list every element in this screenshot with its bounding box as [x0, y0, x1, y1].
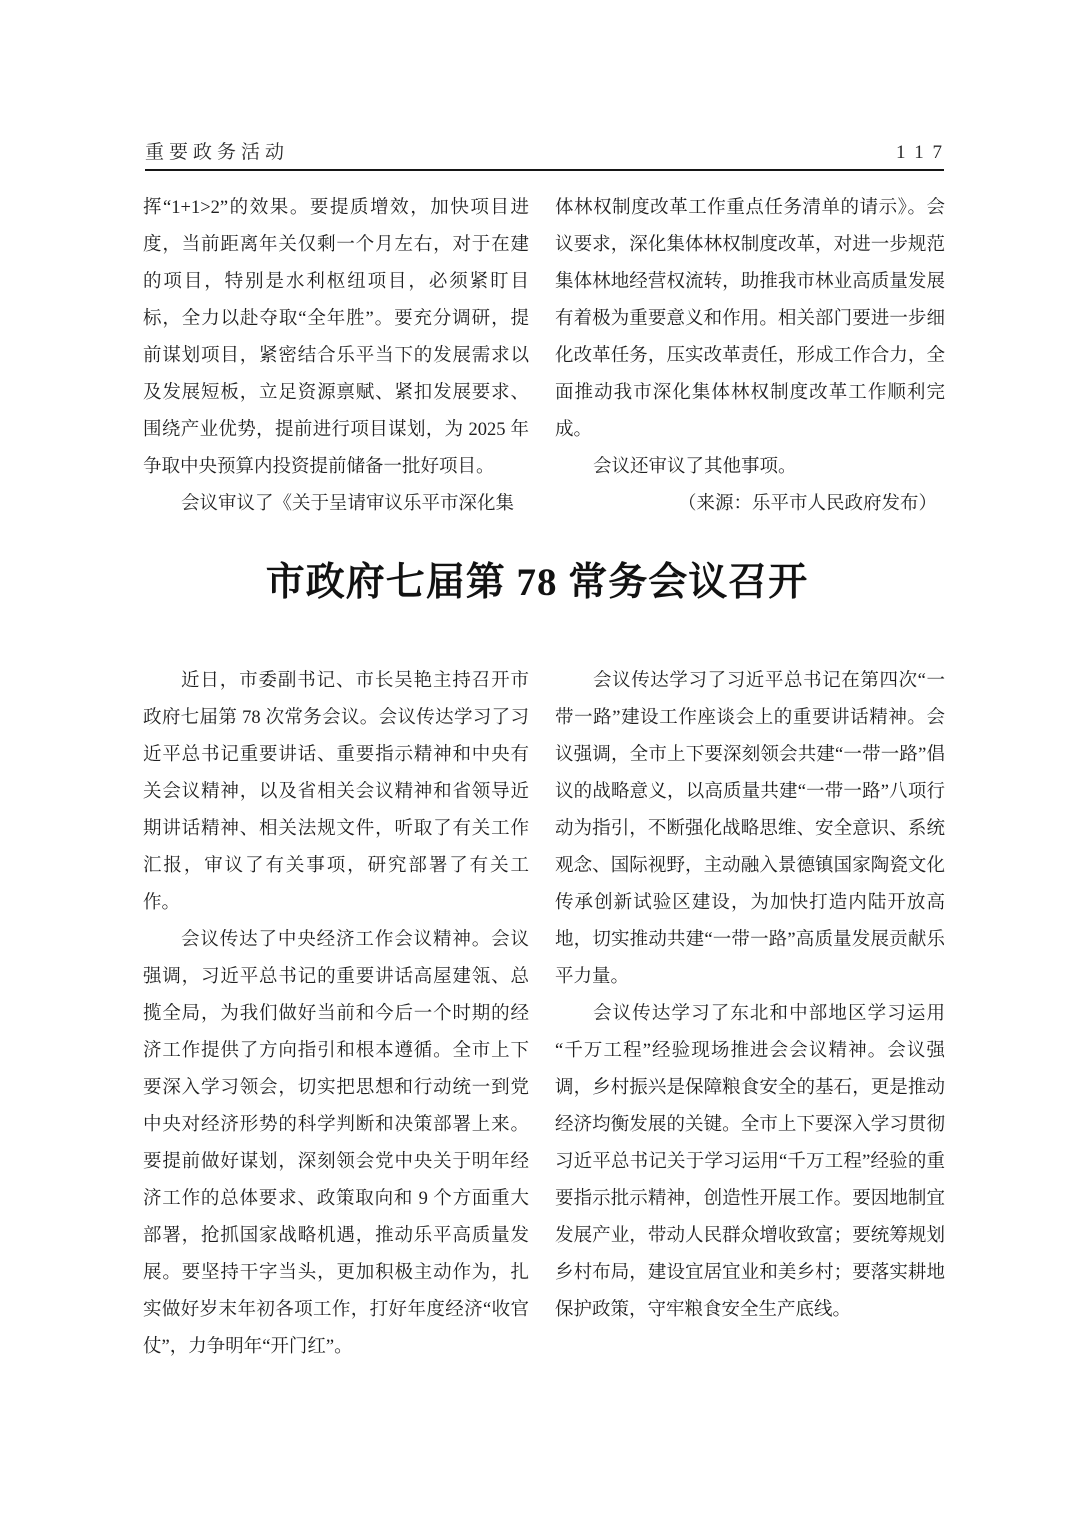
main-article-left-column — [143, 663, 529, 1366]
paragraph: 会议还审议了其他事项。 — [593, 457, 797, 477]
paragraph: 挥“1+1>2”的效果。要提质增效，加快项目进度，当前距离年关仅剩一个月左右，对于在建的项目，特别是水利枢纽项目，必须紧盯目标，全力以赴夺取“全年胜”。要充分调研，提前谋划项目，紧密结合乐平当下的发展需求以及发展短板，立足资源禀赋、紧扣发展要求、围绕产业优势，提前进行项目谋划，为 2025 年争取中央预算内投资提前储备一批好项目。 — [143, 198, 529, 477]
page-header — [145, 126, 944, 171]
source-attribution: （来源：乐平市人民政府发布） — [677, 494, 937, 514]
section-title: 重要政务活动 — [145, 142, 290, 163]
prev-article-left-column — [143, 190, 529, 523]
page-number: 1 1 7 — [896, 142, 944, 163]
main-article-right-column — [555, 663, 945, 1329]
paragraph: 会议审议了《关于呈请审议乐平市深化集 — [181, 494, 515, 514]
paragraph: 体林权制度改革工作重点任务清单的请示》。会议要求，深化集体林权制度改革，对进一步规范集体林地经营权流转，助推我市林业高质量发展有着极为重要意义和作用。相关部门要进一步细化改革任务，压实改革责任，形成工作合力，全面推动我市深化集体林权制度改革工作顺利完成。 — [555, 198, 945, 440]
paragraph: 会议传达学习了习近平总书记在第四次“一带一路”建设工作座谈会上的重要讲话精神。会议强调，全市上下要深刻领会共建“一带一路”倡议的战略意义，以高质量共建“一带一路”八项行动为指引，不断强化战略思维、安全意识、系统观念、国际视野，主动融入景德镇国家陶瓷文化传承创新试验区建设，为加快打造内陆开放高地，切实推动共建“一带一路”高质量发展贡献乐平力量。 — [555, 671, 945, 987]
prev-article-right-column — [555, 190, 945, 523]
paragraph: 会议传达学习了东北和中部地区学习运用“千万工程”经验现场推进会会议精神。会议强调，乡村振兴是保障粮食安全的基石，更是推动经济均衡发展的关键。全市上下要深入学习贯彻习近平总书记关于学习运用“千万工程”经验的重要指示批示精神，创造性开展工作。要因地制宜发展产业，带动人民群众增收致富；要统筹规划乡村布局，建设宜居宜业和美乡村；要落实耕地保护政策，守牢粮食安全生产底线。 — [555, 1004, 945, 1320]
paragraph: 近日，市委副书记、市长吴艳主持召开市政府七届第 78 次常务会议。会议传达学习了习近平总书记重要讲话、重要指示精神和中央有关会议精神，以及省相关会议精神和省领导近期讲话精神、相关法规文件，听取了有关工作汇报，审议了有关事项，研究部署了有关工作。 — [143, 671, 529, 913]
article-title: 市政府七届第 78 常务会议召开 — [265, 561, 809, 604]
paragraph: 会议传达了中央经济工作会议精神。会议强调，习近平总书记的重要讲话高屋建瓴、总揽全局，为我们做好当前和今后一个时期的经济工作提供了方向指引和根本遵循。全市上下要深入学习领会，切实把思想和行动统一到党中央对经济形势的科学判断和决策部署上来。要提前做好谋划，深刻领会党中央关于明年经济工作的总体要求、政策取向和 9 个方面重大部署，抢抓国家战略机遇，推动乐平高质量发展。要坚持干字当头，更加积极主动作为，扎实做好岁末年初各项工作，打好年度经济“收官仗”，力争明年“开门红”。 — [143, 930, 529, 1357]
